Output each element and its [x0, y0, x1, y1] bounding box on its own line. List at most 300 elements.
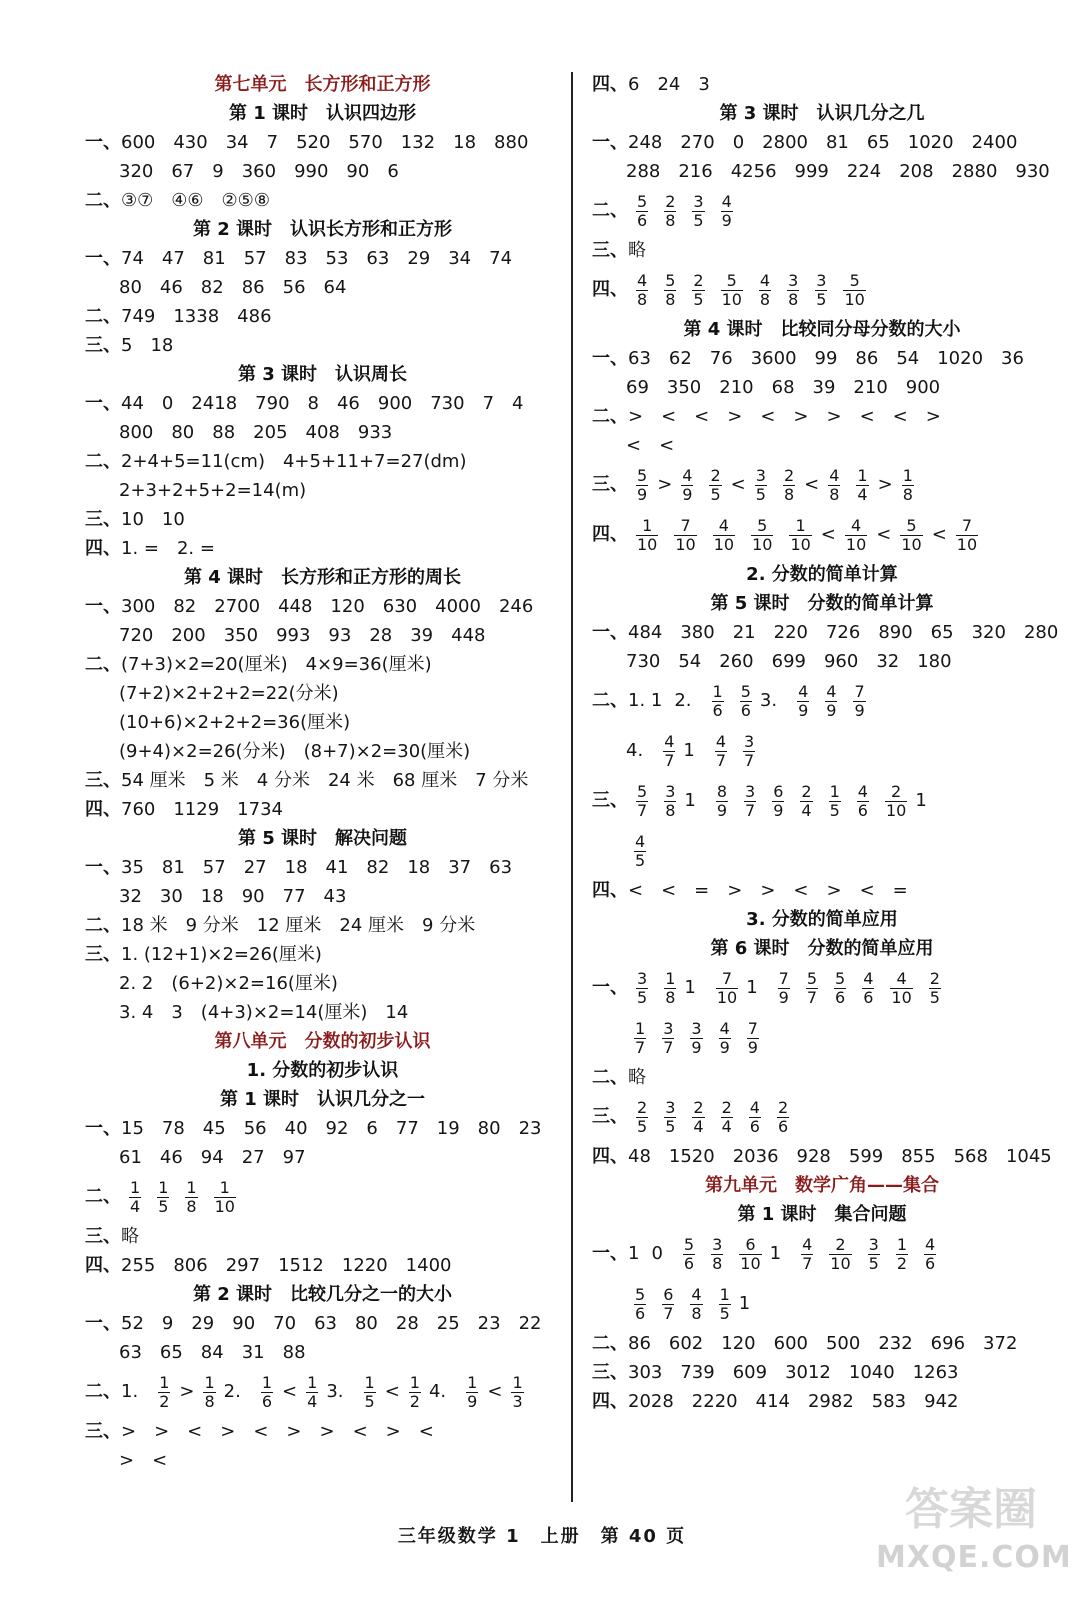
answer-continuation	[85, 1446, 560, 1475]
fraction	[715, 733, 727, 770]
denominator: 6	[835, 987, 846, 1007]
numerator: 1	[857, 465, 868, 485]
fraction	[787, 272, 799, 309]
fraction	[783, 467, 795, 504]
watermark-text: 答案圈	[905, 1484, 1037, 1535]
answer-line	[85, 1417, 560, 1446]
fraction	[214, 1179, 236, 1216]
answer-text: > < < > < > > < < >	[628, 406, 941, 427]
item-label: 三、	[85, 944, 121, 965]
fraction	[664, 1099, 676, 1136]
fraction	[664, 783, 676, 820]
item-label: 四、	[592, 279, 628, 300]
denominator: 10	[752, 534, 773, 554]
answer-text: 2. 2 (6+2)×2=16(厘米)	[119, 973, 338, 994]
denominator: 4	[801, 800, 812, 820]
answer-continuation	[592, 431, 1052, 460]
answer-text: 略	[121, 1226, 139, 1247]
numerator: 3	[712, 1234, 723, 1254]
numerator: 3	[744, 731, 755, 751]
answer-line	[592, 1329, 1052, 1358]
answer-text: 10 10	[121, 509, 185, 530]
answer-text: 760 1129 1734	[121, 799, 283, 820]
denominator: 10	[901, 534, 922, 554]
fraction	[828, 467, 840, 504]
denominator: 7	[635, 1037, 646, 1057]
answer-text: 730 54 260 699 960 32 180	[626, 651, 952, 672]
numerator: 1	[186, 1177, 197, 1197]
fraction	[829, 1236, 851, 1273]
answer-text: ③⑦ ④⑥ ②⑤⑧	[121, 190, 270, 211]
item-label: 一、	[592, 348, 628, 369]
unit-heading: 第九单元 数学广角——集合	[705, 1175, 939, 1196]
answer-line	[85, 244, 560, 273]
answer-line	[85, 302, 560, 331]
answer-text: 1	[628, 1243, 640, 1264]
denominator: 5	[158, 1196, 169, 1216]
numerator: 5	[906, 515, 917, 535]
numerator: 2	[929, 968, 940, 988]
denominator: 8	[783, 484, 795, 504]
denominator: 10	[790, 534, 811, 554]
fraction	[856, 467, 868, 504]
fraction	[885, 783, 907, 820]
fraction	[719, 1286, 731, 1323]
numerator: 1	[219, 1177, 230, 1197]
answer-line	[85, 911, 560, 940]
fraction	[636, 193, 648, 230]
fraction	[663, 733, 675, 770]
answer-line	[85, 592, 560, 621]
fraction	[721, 272, 743, 309]
denominator: 8	[665, 987, 676, 1007]
answer-text: 63 62 76 3600 99 86 54 1020 36	[628, 348, 1024, 369]
answer-line	[592, 676, 1052, 726]
answer-line	[592, 402, 1052, 431]
numerator: 4	[826, 681, 837, 701]
numerator: 2	[801, 781, 812, 801]
answer-line	[592, 186, 1052, 236]
section-heading: 3. 分数的简单应用	[746, 909, 898, 930]
answer-text: (10+6)×2+2+2=36(厘米)	[119, 712, 351, 733]
item-label: 二、	[592, 1333, 628, 1354]
lesson-heading: 第 1 课时 集合问题	[737, 1204, 907, 1225]
answer-line	[85, 389, 560, 418]
answer-text: 3. 4 3 (4+3)×2=14(厘米) 14	[119, 1002, 409, 1023]
answer-text: 288 216 4256 999 224 208 2880 930	[626, 161, 1050, 182]
numerator: 4	[715, 731, 727, 751]
item-label: 二、	[592, 690, 628, 711]
numerator: 1	[829, 781, 840, 801]
denominator: 10	[891, 987, 912, 1007]
denominator: 7	[715, 750, 727, 770]
fraction	[721, 193, 733, 230]
denominator: 7	[806, 987, 818, 1007]
answer-continuation	[85, 273, 560, 302]
comparison-sign: <	[730, 474, 746, 495]
answer-text: 1. (12+1)×2=26(厘米)	[121, 944, 322, 965]
fraction	[902, 467, 914, 504]
fraction	[801, 1236, 813, 1273]
answer-line	[592, 618, 1059, 647]
denominator: 6	[683, 1253, 695, 1273]
numerator: 2	[665, 191, 676, 211]
comparison-sign: >	[657, 474, 673, 495]
answer-text: 44 0 2418 790 8 46 900 730 7 4	[121, 393, 524, 414]
numerator: 5	[757, 515, 768, 535]
comparison-sign: <	[820, 524, 836, 545]
denominator: 5	[816, 289, 827, 309]
fraction	[789, 517, 811, 554]
numerator: 2	[891, 781, 902, 801]
numerator: 1	[665, 968, 676, 988]
denominator: 10	[830, 1253, 851, 1273]
numerator: 3	[637, 968, 648, 988]
numerator: 4	[664, 731, 675, 751]
numerator: 5	[637, 191, 648, 211]
fraction	[815, 272, 827, 309]
numerator: 1	[364, 1372, 375, 1392]
answer-continuation	[85, 998, 560, 1027]
watermark-url: MXQE.COM	[876, 1540, 1072, 1575]
answer-continuation	[592, 826, 1052, 876]
denominator: 10	[713, 534, 735, 554]
right-column	[592, 70, 1059, 1416]
answer-text: 2+4+5=11(cm) 4+5+11+7=27(dm)	[121, 451, 467, 472]
numerator: 4	[829, 465, 840, 485]
denominator: 6	[925, 1253, 936, 1273]
numerator: 4	[635, 831, 646, 851]
answer-continuation	[85, 969, 560, 998]
item-label: 二、	[85, 915, 121, 936]
fraction	[857, 783, 869, 820]
answer-text: 18 米 9 分米 12 厘米 24 厘米 9 分米	[121, 915, 476, 936]
comparison-sign: >	[877, 474, 893, 495]
fraction	[690, 1286, 702, 1323]
fraction	[719, 1020, 731, 1057]
answer-line	[85, 534, 560, 563]
answer-text: 3.	[326, 1381, 344, 1402]
answer-continuation	[592, 1279, 1052, 1329]
answer-continuation	[592, 373, 1052, 402]
item-label: 一、	[85, 857, 121, 878]
answer-text: 484 380 21 220 726 890 65 320 280	[628, 622, 1059, 643]
lesson-heading: 第 4 课时 长方形和正方形的周长	[183, 567, 462, 588]
item-label: 一、	[85, 393, 121, 414]
fraction	[662, 1020, 674, 1057]
denominator: 9	[854, 700, 865, 720]
denominator: 7	[744, 750, 755, 770]
lesson-heading: 第 1 课时 认识四边形	[228, 103, 417, 124]
numerator: 1	[795, 515, 806, 535]
answer-text: > > < > < > > < > <	[121, 1421, 434, 1442]
numerator: 5	[740, 681, 751, 701]
numerator: 4	[719, 1018, 730, 1038]
denominator: 9	[637, 484, 648, 504]
left-column	[85, 70, 560, 1475]
denominator: 6	[261, 1391, 273, 1411]
denominator: 10	[956, 534, 978, 554]
numerator: 8	[716, 781, 728, 801]
fraction	[634, 1020, 646, 1057]
fraction	[778, 970, 790, 1007]
denominator: 4	[721, 1116, 732, 1136]
numerator: 3	[755, 465, 766, 485]
item-label: 三、	[85, 770, 121, 791]
lesson-heading: 第 5 课时 分数的简单计算	[710, 593, 934, 614]
answer-line	[592, 265, 1052, 315]
denominator: 5	[693, 210, 704, 230]
fraction	[690, 1020, 702, 1057]
numerator: 4	[863, 968, 874, 988]
answer-continuation	[85, 1143, 560, 1172]
answer-line	[592, 344, 1052, 373]
lesson-heading: 第 3 课时 认识几分之几	[719, 103, 925, 124]
answer-text: < <	[626, 435, 675, 456]
answer-text: 1	[738, 1293, 751, 1314]
answer-text: 2.	[674, 690, 692, 711]
denominator: 5	[929, 987, 940, 1007]
item-label: 二、	[592, 406, 628, 427]
answer-continuation	[85, 157, 560, 186]
fraction	[825, 683, 837, 720]
fraction	[759, 272, 771, 309]
fraction	[749, 1099, 761, 1136]
numerator: 2	[637, 1097, 648, 1117]
fraction	[692, 272, 704, 309]
fraction	[364, 1374, 376, 1411]
item-label: 四、	[592, 74, 628, 95]
item-label: 三、	[592, 790, 628, 811]
answer-line	[85, 447, 560, 476]
numerator: 5	[637, 465, 648, 485]
numerator: 4	[798, 681, 809, 701]
answer-line	[592, 1387, 1052, 1416]
fraction	[129, 1179, 141, 1216]
numerator: 3	[665, 1097, 676, 1117]
fraction	[466, 1374, 478, 1411]
answer-continuation	[85, 476, 560, 505]
fraction	[674, 517, 696, 554]
fraction	[900, 517, 922, 554]
answer-line	[592, 236, 1052, 265]
denominator: 8	[637, 289, 648, 309]
answer-line	[85, 766, 560, 795]
item-label: 四、	[85, 1255, 121, 1276]
denominator: 6	[777, 1116, 789, 1136]
fraction	[806, 970, 818, 1007]
answer-text: 4.	[428, 1381, 447, 1402]
item-label: 二、	[85, 190, 121, 211]
denominator: 5	[637, 1116, 648, 1136]
answer-line	[592, 963, 1052, 1013]
answer-text: 52 9 29 90 70 63 80 28 25 23 22	[121, 1313, 542, 1334]
comparison-sign: <	[282, 1381, 298, 1402]
numerator: 4	[721, 191, 732, 211]
numerator: 1	[635, 1018, 646, 1038]
denominator: 8	[186, 1196, 197, 1216]
denominator: 7	[664, 750, 675, 770]
fraction	[664, 193, 676, 230]
section-heading: 2. 分数的简单计算	[746, 564, 898, 585]
item-label: 三、	[85, 335, 121, 356]
numerator: 2	[777, 1097, 789, 1117]
item-label: 三、	[592, 240, 628, 261]
comparison-sign: <	[384, 1381, 400, 1402]
denominator: 10	[885, 800, 907, 820]
answer-continuation	[85, 882, 560, 911]
denominator: 3	[512, 1391, 523, 1411]
answer-text: 80 46 82 86 56 64	[119, 277, 347, 298]
answer-text: 1	[915, 790, 927, 811]
column-divider	[571, 72, 573, 1502]
item-label: 一、	[85, 132, 121, 153]
item-label: 二、	[85, 306, 121, 327]
denominator: 8	[665, 289, 676, 309]
denominator: 5	[635, 850, 646, 870]
denominator: 7	[663, 1037, 674, 1057]
numerator: 3	[665, 781, 676, 801]
denominator: 2	[159, 1391, 170, 1411]
denominator: 7	[663, 1303, 674, 1323]
answer-text: 248 270 0 2800 81 65 1020 2400	[628, 132, 1018, 153]
numerator: 4	[749, 1097, 760, 1117]
item-label: 二、	[592, 1067, 628, 1088]
numerator: 3	[693, 191, 704, 211]
numerator: 1	[902, 465, 913, 485]
answer-text: 32 30 18 90 77 43	[119, 886, 347, 907]
numerator: 2	[783, 465, 795, 485]
answer-text: 2+3+2+5+2=14(m)	[119, 480, 307, 501]
lesson-heading: 第 5 课时 解决问题	[237, 828, 408, 849]
fraction	[409, 1374, 421, 1411]
numerator: 1	[159, 1372, 170, 1392]
item-label: 二、	[85, 1381, 121, 1402]
fraction	[800, 783, 812, 820]
item-label: 三、	[592, 1362, 628, 1383]
item-label: 一、	[592, 132, 628, 153]
numerator: 2	[721, 1097, 732, 1117]
answer-line	[592, 776, 1052, 826]
watermark-logo	[876, 1482, 1072, 1592]
item-label: 一、	[592, 977, 628, 998]
fraction	[662, 1286, 674, 1323]
answer-line	[592, 1358, 1052, 1387]
fraction	[636, 970, 648, 1007]
answer-text: 300 82 2700 448 120 630 4000 246	[121, 596, 534, 617]
answer-text: 800 80 88 205 408 933	[119, 422, 393, 443]
denominator: 5	[710, 484, 721, 504]
fraction	[797, 683, 809, 720]
comparison-sign: <	[804, 474, 820, 495]
fraction	[636, 1099, 648, 1136]
item-label: 四、	[85, 538, 121, 559]
answer-continuation	[85, 1338, 560, 1367]
denominator: 6	[749, 1116, 760, 1136]
denominator: 5	[665, 1116, 676, 1136]
answer-line	[592, 876, 1052, 905]
denominator: 9	[721, 210, 732, 230]
fraction	[261, 1374, 273, 1411]
fraction	[157, 1179, 169, 1216]
fraction	[747, 1020, 759, 1057]
numerator: 7	[721, 968, 733, 988]
answer-text: 3.	[759, 690, 778, 711]
lesson-heading: 第 2 课时 比较几分之一的大小	[192, 1284, 453, 1305]
denominator: 4	[130, 1196, 141, 1216]
answer-line	[592, 510, 1052, 560]
numerator: 5	[683, 1234, 695, 1254]
item-label: 三、	[592, 1106, 628, 1127]
fraction	[744, 783, 756, 820]
comparison-sign: <	[931, 524, 947, 545]
denominator: 7	[637, 800, 648, 820]
item-label: 一、	[85, 1313, 121, 1334]
numerator: 7	[854, 681, 865, 701]
answer-line	[592, 460, 1052, 510]
fraction	[713, 517, 735, 554]
lesson-heading: 第 2 课时 认识长方形和正方形	[192, 219, 453, 240]
numerator: 5	[806, 968, 818, 988]
fraction	[834, 970, 846, 1007]
fraction	[683, 1236, 695, 1273]
numerator: 7	[778, 968, 789, 988]
numerator: 4	[637, 270, 648, 290]
numerator: 1	[307, 1372, 318, 1392]
numerator: 4	[896, 968, 907, 988]
answer-text: 320 67 9 360 990 90 6	[119, 161, 399, 182]
item-label: 四、	[85, 799, 121, 820]
fraction	[711, 1236, 723, 1273]
item-label: 三、	[85, 1226, 121, 1247]
fraction	[709, 467, 721, 504]
denominator: 6	[637, 210, 648, 230]
numerator: 5	[835, 968, 846, 988]
numerator: 7	[747, 1018, 758, 1038]
fraction	[664, 272, 676, 309]
denominator: 4	[693, 1116, 704, 1136]
item-label: 二、	[85, 1186, 121, 1207]
denominator: 10	[844, 289, 865, 309]
answer-continuation	[85, 679, 560, 708]
fraction	[868, 1236, 880, 1273]
answer-text: 略	[628, 1067, 646, 1088]
answer-line	[85, 795, 560, 824]
item-label: 一、	[85, 1118, 121, 1139]
answer-text: 255 806 297 1512 1220 1400	[121, 1255, 452, 1276]
answer-continuation	[592, 157, 1052, 186]
fraction	[896, 1236, 908, 1273]
numerator: 2	[693, 1097, 704, 1117]
denominator: 9	[716, 800, 728, 820]
denominator: 9	[778, 987, 789, 1007]
fraction	[853, 683, 865, 720]
numerator: 1	[130, 1177, 141, 1197]
denominator: 6	[857, 800, 868, 820]
denominator: 8	[665, 800, 676, 820]
denominator: 8	[759, 289, 771, 309]
item-label: 二、	[85, 654, 121, 675]
answer-text: 720 200 350 993 93 28 39 448	[119, 625, 486, 646]
answer-line	[592, 1142, 1052, 1171]
denominator: 10	[721, 289, 742, 309]
numerator: 1	[719, 1284, 730, 1304]
fraction	[634, 833, 646, 870]
denominator: 6	[863, 987, 874, 1007]
answer-line	[85, 650, 560, 679]
denominator: 9	[467, 1391, 478, 1411]
fraction	[740, 683, 752, 720]
